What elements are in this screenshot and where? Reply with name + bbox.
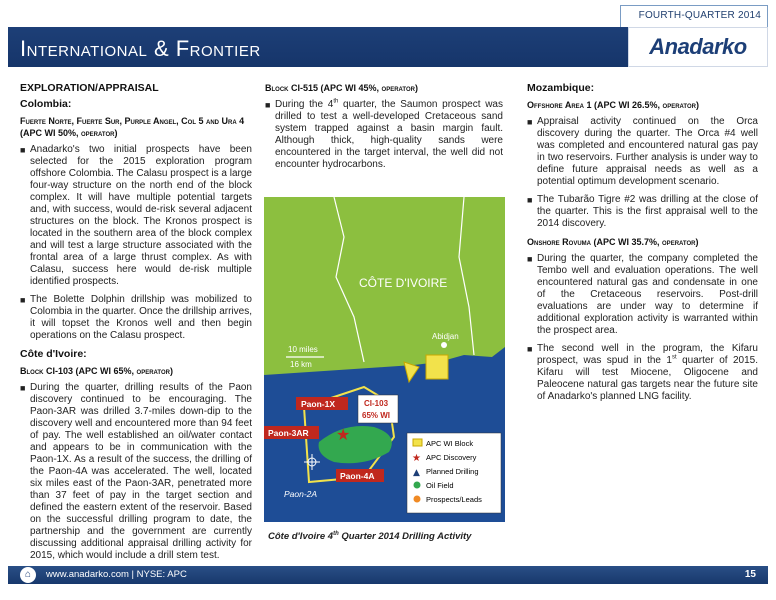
column-right	[527, 82, 758, 409]
drilling-activity-map	[264, 197, 505, 522]
column-middle	[265, 82, 503, 177]
svg-text:Planned Drilling: Planned Drilling	[426, 467, 479, 476]
bullet-icon: ■	[265, 100, 271, 110]
quarter-label: FOURTH-QUARTER 2014	[620, 5, 768, 27]
svg-text:Prospects/Leads: Prospects/Leads	[426, 495, 482, 504]
city-marker	[441, 342, 447, 348]
svg-text:Paon-1X: Paon-1X	[301, 399, 336, 409]
svg-text:Paon-3AR: Paon-3AR	[268, 428, 309, 438]
list-item: ■ Appraisal activity continued on the Orca discovery during the quarter. The Orca #4 well was completed and encountered natural gas pay in two reservoirs. Further analysis is under way to define future appraisal needs as well as a potential optimum development scenario.	[527, 116, 758, 187]
list-item: ■ Anadarko's two initial prospects have been selected for the 2015 exploration program offshore Colombia. The Calasu prospect is a large four-way structure on the north end of the block complex. It will have multiple potential targets and, with success, would de-risk several adjacent structures on the block. The Kronos prospect is located in the southern area of the block complex and will test a large structure associated with the frontal area of a large thrust complex. As with Calasu, success here would de-risk multiple identified prospects.	[20, 144, 252, 287]
rovuma-block-title: Onshore Rovuma (APC WI 35.7%, operator)	[527, 237, 699, 247]
legend-triangle-icon: ▲	[413, 468, 420, 478]
scale-miles: 10 miles	[288, 345, 318, 354]
svg-text:APC Discovery: APC Discovery	[426, 453, 477, 462]
city-label: Abidjan	[432, 332, 459, 341]
cote-heading: Côte d'Ivoire:	[20, 348, 87, 360]
bullet-icon: ■	[20, 295, 26, 305]
bullet-icon: ■	[527, 195, 533, 205]
map-caption: Côte d'Ivoire 4th Quarter 2014 Drilling Activity	[268, 530, 472, 542]
bullet-icon: ■	[527, 254, 533, 264]
bullet-icon: ■	[20, 145, 26, 155]
cote-block-title: Block CI-103 (APC WI 65%, operator)	[20, 366, 173, 376]
list-item: ■ During the quarter, drilling results of the Paon discovery continued to be encouraging. The Paon-3AR was drilled 3.7-miles down-dip to the discovery well and encountered more than 94 feet of pay. The well established an oil/water contact and appears to be in communication with the Paon-1X. As a result of the success, the drilling of the Paon-4A was accelerated. The well, located six miles east of the Paon-3AR, penetrated more than 37 feet of pay in the target section and defined the eastern extent of the reservoir. Based on the successful drilling program to date, the partnership and the government are currently discussing additional appraisal drilling activity for 2015, which would include a drill stem test.	[20, 382, 252, 561]
colombia-block-title: Fuerte Norte, Fuerte Sur, Purple Angel, Col 5 and Ura 4 (APC WI 50%, operator)	[20, 116, 245, 138]
bullet-icon: ■	[20, 383, 26, 393]
logo-wordmark: Anadarko	[649, 34, 747, 59]
discovery-star-icon: ★	[336, 425, 351, 444]
column-left	[20, 82, 252, 568]
page-title: International & Frontier	[20, 36, 261, 61]
header-bar	[8, 27, 768, 67]
bullet-icon: ■	[527, 117, 533, 127]
svg-text:Oil Field: Oil Field	[426, 481, 454, 490]
list-item: ■ During the quarter, the company completed the Tembo well and evaluation operations. The well encountered natural gas and condensate in one of the Cretaceous reservoirs. Post-drill evaluations are under way to determine if additional exploration activity is warranted within the prospect area.	[527, 253, 758, 336]
mozambique-heading: Mozambique:	[527, 82, 595, 94]
page-number: 15	[744, 569, 756, 580]
anadarko-logo	[628, 27, 768, 67]
list-item: ■ The Tubarão Tigre #2 was drilling at the close of the quarter. This is the first appraisal well to the 2014 discovery.	[527, 194, 758, 229]
list-item: ■ The Bolette Dolphin drillship was mobilized to Colombia in the quarter. Once the drillship arrives, it will topset the Kronos well and then begin operations on the Calasu prospect.	[20, 294, 252, 341]
section-title: EXPLORATION/APPRAISAL	[20, 82, 159, 94]
svg-text:Paon-2A: Paon-2A	[284, 489, 318, 499]
bullet-icon: ■	[527, 344, 533, 354]
legend-star-icon: ★	[412, 453, 421, 464]
svg-text:65% WI: 65% WI	[362, 411, 391, 420]
colombia-heading: Colombia:	[20, 98, 72, 110]
footer-bar	[8, 566, 768, 584]
ci515-block-title: Block CI-515 (APC WI 45%, operator)	[265, 83, 418, 93]
country-label: CÔTE D'IVOIRE	[359, 276, 448, 290]
home-icon[interactable]: ⌂	[20, 567, 36, 583]
list-item: ■ During the 4th quarter, the Saumon prospect was drilled to test a well-developed Cretaceous sand system trapped against a basin margin fault. Although thick, high-quality sands were encountered in the target interval, the well did not encounter hydrocarbons.	[265, 98, 503, 170]
svg-text:Paon-4A: Paon-4A	[340, 471, 375, 481]
scale-km: 16 km	[290, 360, 312, 369]
svg-text:CI-103: CI-103	[364, 399, 389, 408]
list-item: ■ The second well in the program, the Kifaru prospect, was spud in the 1st quarter of 2015. Kifaru will test Miocene, Oligocene and Paleocene natural gas targets near the future site of Anadarko's planned LNG facility.	[527, 343, 758, 402]
area1-block-title: Offshore Area 1 (APC WI 26.5%, operator)	[527, 100, 699, 110]
svg-text:APC WI Block: APC WI Block	[426, 439, 474, 448]
footer-link[interactable]: www.anadarko.com | NYSE: APC	[46, 569, 187, 580]
lagoon-block	[426, 355, 448, 379]
